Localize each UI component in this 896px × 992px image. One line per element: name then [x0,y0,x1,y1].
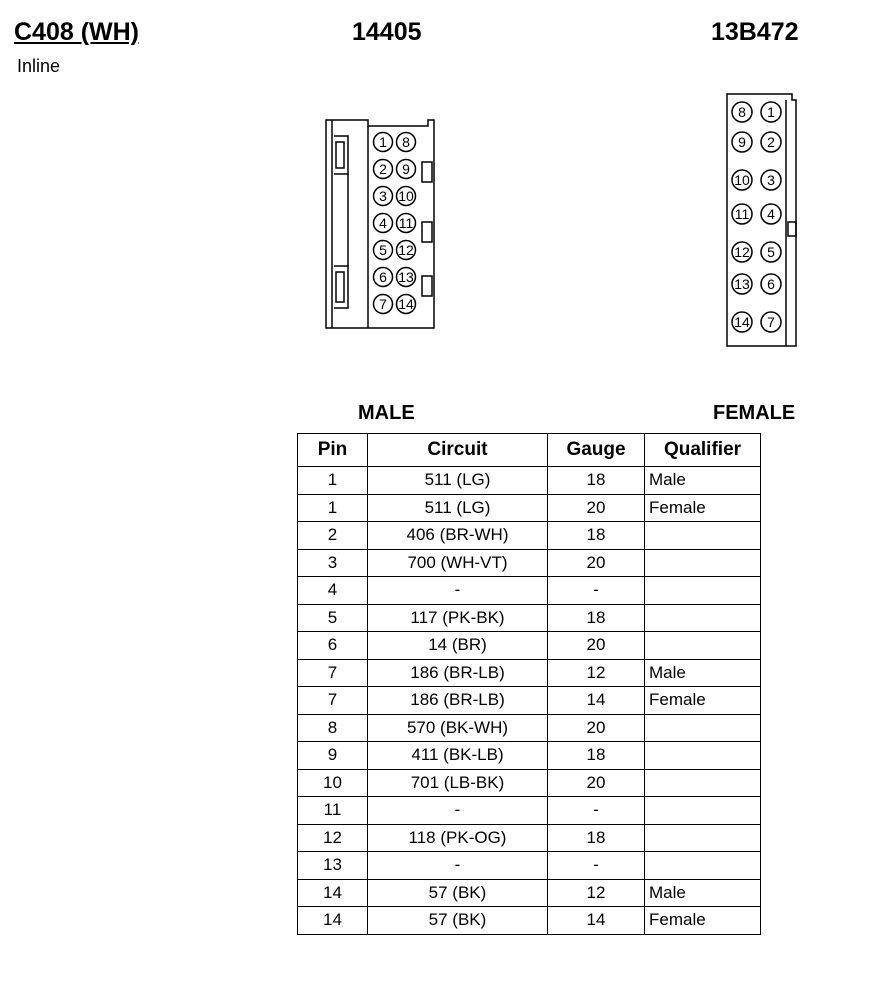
gauge-cell: 14 [548,907,645,935]
male-label: MALE [358,402,415,424]
pin-number: 13 [734,276,750,292]
pin-number: 5 [379,242,387,258]
pin-cell: 1 [298,494,368,522]
pin-cell: 7 [298,659,368,687]
qualifier-cell [645,604,761,632]
table-row [298,824,761,852]
pin-cell: 3 [298,549,368,577]
qualifier-cell [645,769,761,797]
table-row [298,742,761,770]
gauge-cell: 12 [548,879,645,907]
table-row [298,549,761,577]
gauge-cell: 20 [548,769,645,797]
pin-number: 1 [379,134,387,150]
circuit-cell: 57 (BK) [368,907,548,935]
qualifier-cell [645,824,761,852]
gauge-cell: 20 [548,494,645,522]
gauge-cell: 18 [548,604,645,632]
table-row [298,577,761,605]
pin-number: 6 [767,276,775,292]
circuit-cell: 186 (BR-LB) [368,687,548,715]
table-row [298,632,761,660]
qualifier-cell [645,797,761,825]
pin-number: 12 [398,242,414,258]
pin-number: 7 [767,314,775,330]
gauge-cell: 20 [548,549,645,577]
header-circuit: Circuit [368,434,548,467]
circuit-cell: - [368,577,548,605]
circuit-cell: 57 (BK) [368,879,548,907]
pin-number: 13 [398,269,414,285]
table-row [298,797,761,825]
pin-number: 11 [398,215,414,231]
pin-number: 10 [734,172,750,188]
pin-number: 2 [379,161,387,177]
header-gauge: Gauge [548,434,645,467]
pin-cell: 6 [298,632,368,660]
qualifier-cell: Male [645,659,761,687]
connector-subtitle: Inline [17,56,61,76]
table-row [298,522,761,550]
table-row [298,494,761,522]
table-row [298,659,761,687]
pin-cell: 14 [298,879,368,907]
qualifier-cell [645,577,761,605]
table-row [298,714,761,742]
pin-number: 8 [738,104,746,120]
pin-cell: 14 [298,907,368,935]
pin-number: 6 [379,269,387,285]
pin-number: 2 [767,134,775,150]
circuit-cell: - [368,797,548,825]
gauge-cell: 18 [548,742,645,770]
gauge-cell: 12 [548,659,645,687]
header-qualifier: Qualifier [645,434,761,467]
pin-number: 3 [767,172,775,188]
circuit-cell: 511 (LG) [368,467,548,495]
pin-cell: 2 [298,522,368,550]
gauge-cell: 20 [548,632,645,660]
table-row [298,852,761,880]
male-pin-group [374,133,416,314]
female-label: FEMALE [713,402,796,424]
circuit-cell: 118 (PK-OG) [368,824,548,852]
table-row [298,769,761,797]
gauge-cell: - [548,797,645,825]
circuit-cell: 570 (BK-WH) [368,714,548,742]
pin-cell: 8 [298,714,368,742]
part-number-right: 13B472 [711,18,799,46]
gauge-cell: 18 [548,824,645,852]
table-row [298,907,761,935]
qualifier-cell [645,714,761,742]
circuit-cell: 406 (BR-WH) [368,522,548,550]
qualifier-cell: Female [645,687,761,715]
pin-number: 9 [402,161,410,177]
table-body [298,467,761,935]
pin-number: 14 [398,296,414,312]
gauge-cell: 20 [548,714,645,742]
female-pin-group [732,102,781,332]
pin-number: 7 [379,296,387,312]
qualifier-cell [645,742,761,770]
gauge-cell: 18 [548,467,645,495]
male-connector-diagram [322,116,438,332]
pin-number: 1 [767,104,775,120]
qualifier-cell [645,852,761,880]
pin-cell: 12 [298,824,368,852]
table-row [298,687,761,715]
circuit-cell: 117 (PK-BK) [368,604,548,632]
circuit-cell: 411 (BK-LB) [368,742,548,770]
header-pin: Pin [298,434,368,467]
pin-number: 4 [767,206,775,222]
pin-cell: 9 [298,742,368,770]
female-connector-diagram [722,90,798,354]
circuit-cell: 14 (BR) [368,632,548,660]
pinout-table [297,433,761,935]
table-header-row [298,434,761,467]
pin-number: 14 [734,314,750,330]
pin-number: 4 [379,215,387,231]
qualifier-cell [645,632,761,660]
table-row [298,467,761,495]
connector-title: C408 (WH) [14,18,140,46]
pin-number: 5 [767,244,775,260]
circuit-cell: 186 (BR-LB) [368,659,548,687]
qualifier-cell [645,549,761,577]
pin-number: 9 [738,134,746,150]
circuit-cell: - [368,852,548,880]
pin-number: 8 [402,134,410,150]
gauge-cell: 18 [548,522,645,550]
gauge-cell: - [548,577,645,605]
pin-cell: 10 [298,769,368,797]
qualifier-cell: Female [645,907,761,935]
pin-cell: 11 [298,797,368,825]
circuit-cell: 700 (WH-VT) [368,549,548,577]
pin-cell: 5 [298,604,368,632]
gauge-cell: - [548,852,645,880]
part-number-left: 14405 [352,18,422,46]
pin-cell: 7 [298,687,368,715]
qualifier-cell: Male [645,879,761,907]
pin-cell: 4 [298,577,368,605]
pin-cell: 1 [298,467,368,495]
qualifier-cell: Female [645,494,761,522]
qualifier-cell [645,522,761,550]
circuit-cell: 511 (LG) [368,494,548,522]
pin-cell: 13 [298,852,368,880]
pin-number: 10 [398,188,414,204]
gauge-cell: 14 [548,687,645,715]
table-row [298,879,761,907]
pin-number: 11 [734,206,750,222]
table-row [298,604,761,632]
circuit-cell: 701 (LB-BK) [368,769,548,797]
pin-number: 3 [379,188,387,204]
pin-number: 12 [734,244,750,260]
qualifier-cell: Male [645,467,761,495]
